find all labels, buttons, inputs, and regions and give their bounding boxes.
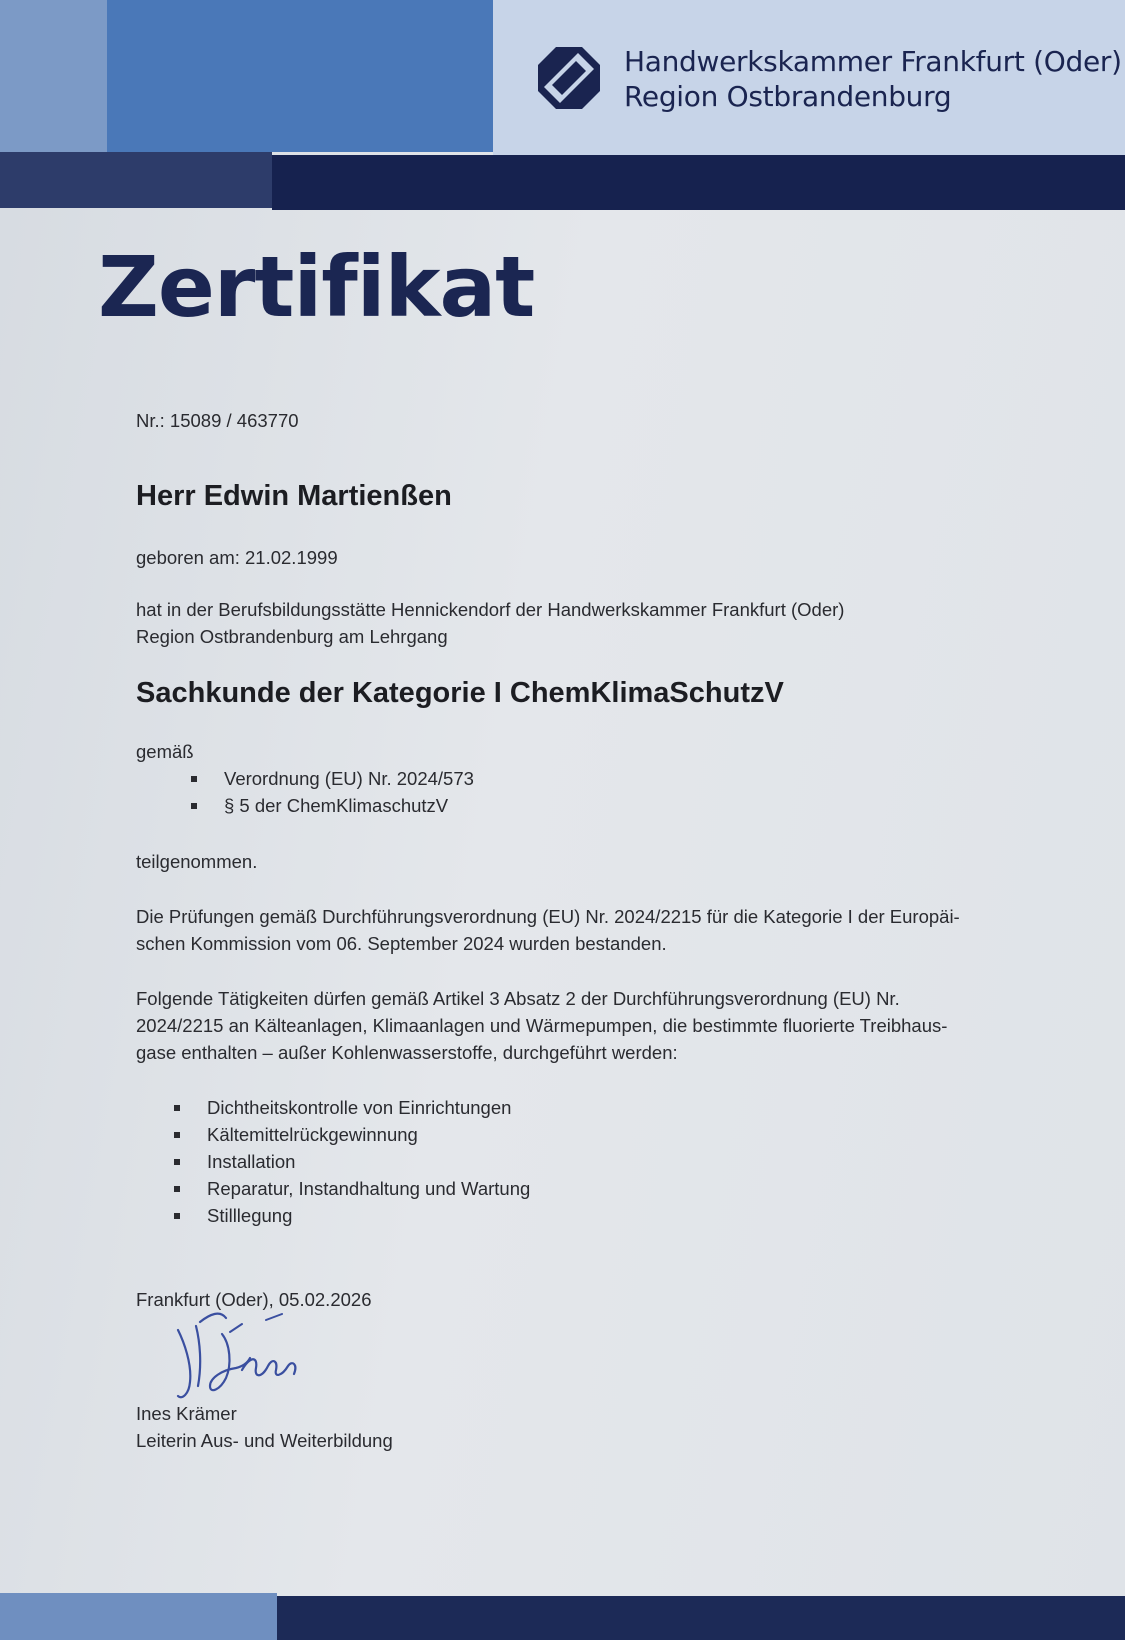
intro-paragraph — [136, 596, 1036, 650]
list-item: Installation — [136, 1148, 1036, 1175]
holder-name: Herr Edwin Martienßen — [136, 480, 452, 512]
header-stripe-left — [0, 152, 272, 208]
activities-list — [136, 1094, 1036, 1229]
header-band-light — [0, 0, 107, 152]
org-line-2: Region Ostbrandenburg — [624, 80, 952, 113]
activities-line-3: gase enthalten – außer Kohlenwasserstoffe, durchgeführt werden: — [136, 1042, 678, 1063]
list-item: Dichtheitskontrolle von Einrichtungen — [136, 1094, 1036, 1121]
activities-paragraph — [136, 985, 1036, 1066]
regulations-section — [136, 738, 1036, 819]
signer-role: Leiterin Aus- und Weiterbildung — [136, 1430, 393, 1451]
header-stripe-navy — [272, 155, 1125, 210]
header-band-blue — [107, 0, 493, 152]
signer-name: Ines Krämer — [136, 1403, 237, 1424]
intro-line-1: hat in der Berufsbildungsstätte Hennickendorf der Handwerkskammer Frankfurt (Oder) — [136, 599, 845, 620]
organization-name — [624, 44, 1122, 114]
according-label: gemäß — [136, 741, 194, 762]
list-item: Reparatur, Instandhaltung und Wartung — [136, 1175, 1036, 1202]
place-date: Frankfurt (Oder), 05.02.2026 — [136, 1289, 372, 1310]
list-item: Stilllegung — [136, 1202, 1036, 1229]
list-item: Kältemittelrückgewinnung — [136, 1121, 1036, 1148]
intro-line-2: Region Ostbrandenburg am Lehrgang — [136, 626, 448, 647]
activities-line-2: 2024/2215 an Kälteanlagen, Klimaanlagen und Wärmepumpen, die bestimmte fluorierte Treibhaus- — [136, 1015, 948, 1036]
exam-line-2: schen Kommission vom 06. September 2024 wurden bestanden. — [136, 933, 667, 954]
footer-band-navy — [277, 1596, 1125, 1640]
activities-line-1: Folgende Tätigkeiten dürfen gemäß Artikel 3 Absatz 2 der Durchführungsverordnung (EU) Nr. — [136, 988, 900, 1009]
org-line-1: Handwerkskammer Frankfurt (Oder) — [624, 45, 1122, 78]
footer-band-light — [0, 1593, 277, 1640]
participated-text: teilgenommen. — [136, 851, 258, 872]
signature-icon — [170, 1312, 320, 1407]
list-item: § 5 der ChemKlimaschutzV — [136, 792, 1036, 819]
certificate-number: Nr.: 15089 / 463770 — [136, 410, 299, 431]
list-item: Verordnung (EU) Nr. 2024/573 — [136, 765, 1036, 792]
birth-date: geboren am: 21.02.1999 — [136, 547, 338, 568]
regulations-list — [136, 765, 1036, 819]
exam-line-1: Die Prüfungen gemäß Durchführungsverordnung (EU) Nr. 2024/2215 für die Kategorie I der Europäi- — [136, 906, 960, 927]
hwk-logo-icon — [538, 47, 600, 109]
course-title: Sachkunde der Kategorie I ChemKlimaSchutzV — [136, 677, 784, 709]
signer-block — [136, 1400, 1036, 1454]
certificate-title: Zertifikat — [98, 238, 535, 336]
exam-paragraph — [136, 903, 1036, 957]
